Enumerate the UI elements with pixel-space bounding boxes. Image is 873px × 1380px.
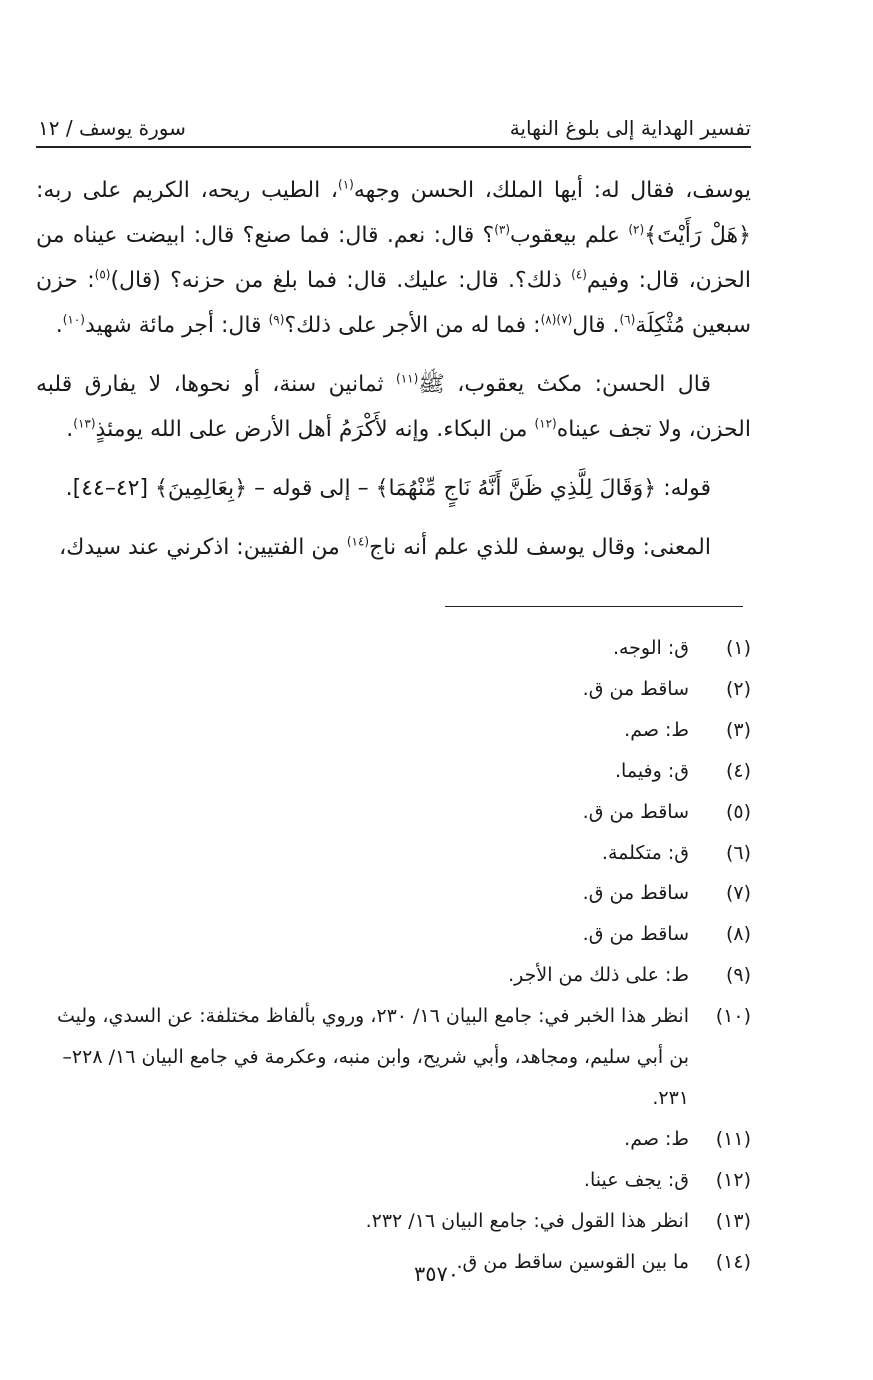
paragraph-gap: [36, 452, 751, 466]
footnote-text: ساقط من ق.: [582, 923, 689, 946]
footnote-number: (٣): [725, 718, 751, 741]
paragraph: [36, 362, 751, 452]
footnotes: [36, 628, 751, 1283]
footnote-text: ط: صم.: [624, 718, 689, 741]
text-segment: .: [55, 313, 63, 338]
footnote-item: [36, 1201, 751, 1242]
footnote-item: [36, 955, 751, 996]
footnote-number: (٤): [725, 759, 751, 782]
footnote-number: (١٢): [715, 1168, 751, 1191]
text-segment: . قال: [572, 313, 620, 338]
paragraph: [36, 466, 751, 511]
text-segment: علم بيعقوب: [510, 223, 629, 248]
footnote-marker: (٢): [628, 222, 645, 237]
footnote-item: [36, 833, 751, 874]
footnote-item: [36, 996, 751, 1119]
footnote-number: (١٣): [715, 1209, 751, 1232]
footnote-marker: (١٣): [73, 416, 96, 431]
footnote-number: (٩): [725, 964, 751, 987]
header-rule: [36, 146, 751, 148]
footnote-number: (٦): [725, 841, 751, 864]
footnote-separator: [445, 606, 743, 607]
footnote-text: ق: وفيما.: [615, 759, 689, 782]
footnote-item: [36, 792, 751, 833]
footnote-marker: (٧)(٨): [540, 312, 573, 327]
footnote-text: ساقط من ق.: [582, 882, 689, 905]
footnote-item: [36, 873, 751, 914]
running-header: [38, 106, 751, 140]
footnote-text: ق: متكلمة.: [601, 841, 689, 864]
footnote-marker: (٣): [494, 222, 511, 237]
footnote-item: [36, 1119, 751, 1160]
footnote-marker: (١٠): [62, 312, 85, 327]
footnote-text: ط: صم.: [624, 1127, 689, 1150]
footnote-text: ساقط من ق.: [582, 800, 689, 823]
paragraph: [36, 525, 751, 570]
footnote-marker: (٦): [619, 312, 636, 327]
footnote-item: [36, 751, 751, 792]
book-title: تفسير الهداية إلى بلوغ النهاية: [509, 116, 751, 140]
footnote-number: (١٠): [715, 1005, 751, 1028]
footnote-text: انظر هذا الخبر في: جامع البيان ١٦/ ٢٣٠، وروي بألفاظ مختلفة: عن السدي، وليث بن أبي سليم، ومجاهد، وأبي شريح، وابن منبه، وعكرمة في جامع البيان ١٦/ ٢٢٨–٢٣١.: [56, 1005, 689, 1109]
footnote-item: [36, 628, 751, 669]
paragraph: [36, 168, 751, 348]
footnote-marker: (١٢): [534, 416, 557, 431]
footnote-text: ساقط من ق.: [582, 677, 689, 700]
paragraph-gap: [36, 511, 751, 525]
footnote-marker: (٩): [268, 312, 285, 327]
footnote-item: [36, 710, 751, 751]
footnote-number: (١): [725, 637, 751, 659]
text-segment: يوسف، فقال له: أيها الملك، الحسن وجهه: [353, 178, 751, 203]
footnote-text: ط: على ذلك من الأجر.: [508, 964, 689, 987]
footnote-marker: (١٤): [346, 534, 370, 549]
text-segment: .: [66, 417, 74, 442]
main-text: [36, 168, 751, 570]
text-segment: ذلك؟. قال: عليك. قال: فما بلغ من حزنه؟ (قال): [110, 268, 572, 293]
text-segment: من البكاء. وإنه لأَكْرَمُ أهل الأرض على الله يومئذٍ: [95, 417, 535, 442]
footnote-text: ق: يجف عينا.: [583, 1168, 689, 1191]
page-number: ٣٥٧٠: [413, 1262, 460, 1286]
footnote-number: (٢): [725, 677, 751, 700]
text-segment: : حزن سبعين مُثْكِلَة: [36, 268, 751, 338]
footnote-marker: (٤): [571, 267, 587, 282]
footnote-text: ق: الوجه.: [612, 637, 689, 659]
text-segment: : فما له من الأجر على ذلك؟: [284, 313, 541, 338]
footnote-number: (١١): [715, 1127, 751, 1150]
footnote-number: (٨): [725, 923, 751, 946]
footnote-number: (١٤): [715, 1250, 751, 1273]
text-segment: المعنى: وقال يوسف للذي علم أنه ناج: [369, 535, 711, 560]
footnote-number: (٥): [725, 800, 751, 823]
paragraph-gap: [36, 348, 751, 362]
footnote-text: ما بين القوسين ساقط من ق.: [456, 1250, 689, 1273]
text-segment: من الفتيين: اذكرني عند سيدك،: [59, 535, 347, 560]
footnote-marker: (١١): [396, 371, 419, 386]
footnote-item: [36, 669, 751, 710]
text-segment: قال الحسن: مكث يعقوب، ﷺ: [418, 372, 711, 397]
footnote-marker: (٥): [94, 267, 111, 282]
footnote-item: [36, 914, 751, 955]
text-segment: ، الطيب ريحه، الكريم على ربه: ﴿هَلْ رَأَيْتَ﴾: [36, 178, 752, 248]
footnote-text: انظر هذا القول في: جامع البيان ١٦/ ٢٣٢.: [365, 1209, 689, 1232]
text-segment: قال: أجر مائة شهيد: [84, 313, 269, 338]
text-segment: ثمانين سنة، أو نحوها، لا يفارق قلبه الحزن، ولا تجف عيناه: [36, 372, 751, 442]
text-segment: قوله: ﴿وَقَالَ لِلَّذِي ظَنَّ أَنَّهُ نَاجٍ مِّنْهُمَا﴾ – إلى قوله – ﴿بِعَالِمِينَ﴾ [٤٢–٤٤].: [65, 476, 711, 501]
text-segment: ؟ قال: نعم. قال: فما صنع؟ قال: ابيضت عيناه من الحزن، قال: وفيم: [36, 223, 751, 293]
surah-label: سورة يوسف / ١٢: [38, 116, 186, 140]
footnote-item: [36, 1160, 751, 1201]
footnote-number: (٧): [725, 882, 751, 905]
footnote-marker: (١): [338, 177, 354, 192]
